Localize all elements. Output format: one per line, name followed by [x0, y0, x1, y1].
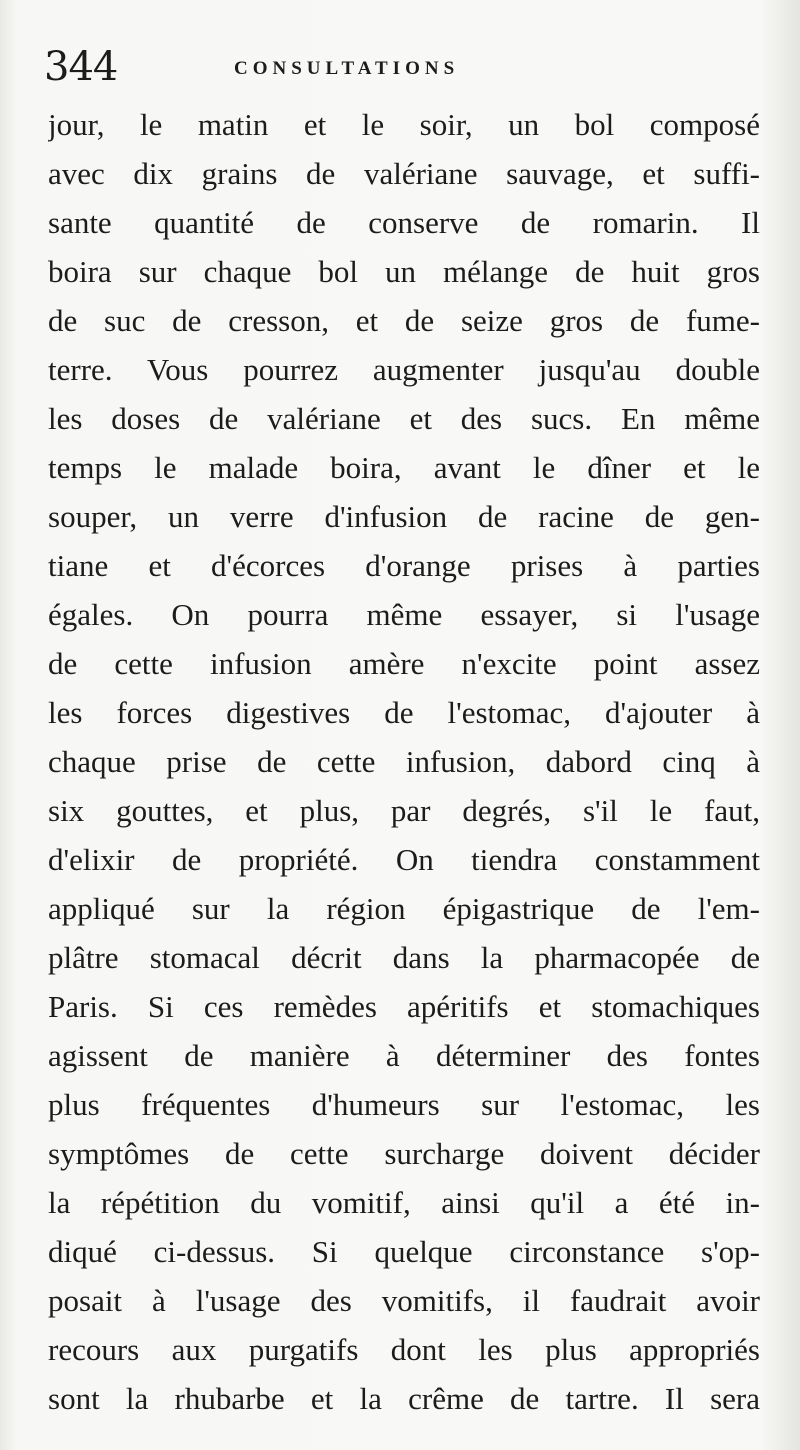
text-line: souper, un verre d'infusion de racine de gen-: [48, 499, 760, 534]
text-line: symptômes de cette surcharge doivent décider: [48, 1136, 760, 1171]
text-line: temps le malade boira, avant le dîner et le: [48, 450, 760, 485]
text-line: les forces digestives de l'estomac, d'ajouter à: [48, 695, 760, 730]
text-line: de cette infusion amère n'excite point assez: [48, 646, 760, 681]
text-line: posait à l'usage des vomitifs, il faudrait avoir: [48, 1283, 760, 1318]
text-line: la répétition du vomitif, ainsi qu'il a été in-: [48, 1185, 760, 1220]
text-line: plâtre stomacal décrit dans la pharmacopée de: [48, 940, 760, 975]
text-line: recours aux purgatifs dont les plus appropriés: [48, 1332, 760, 1367]
text-line: les doses de valériane et des sucs. En même: [48, 401, 760, 436]
text-line: jour, le matin et le soir, un bol composé: [48, 107, 760, 142]
running-head: CONSULTATIONS: [234, 58, 460, 79]
text-line: boira sur chaque bol un mélange de huit gros: [48, 254, 760, 289]
text-line: tiane et d'écorces d'orange prises à parties: [48, 548, 760, 583]
text-line: six gouttes, et plus, par degrés, s'il le faut,: [48, 793, 760, 828]
text-line: sante quantité de conserve de romarin. Il: [48, 205, 760, 240]
text-line: égales. On pourra même essayer, si l'usage: [48, 597, 760, 632]
body-text: [48, 100, 760, 1423]
text-line: agissent de manière à déterminer des fontes: [48, 1038, 760, 1073]
text-line: diqué ci-dessus. Si quelque circonstance s'op-: [48, 1234, 760, 1269]
text-line: de suc de cresson, et de seize gros de fume-: [48, 303, 760, 338]
text-line: avec dix grains de valériane sauvage, et suffi-: [48, 156, 760, 191]
text-line: appliqué sur la région épigastrique de l'em-: [48, 891, 760, 926]
page-header: [44, 44, 764, 94]
text-line: chaque prise de cette infusion, dabord cinq à: [48, 744, 760, 779]
text-line: terre. Vous pourrez augmenter jusqu'au double: [48, 352, 760, 387]
text-line: sont la rhubarbe et la crême de tartre. Il sera: [48, 1381, 760, 1416]
text-line: Paris. Si ces remèdes apéritifs et stomachiques: [48, 989, 760, 1024]
text-line: d'elixir de propriété. On tiendra constamment: [48, 842, 760, 877]
text-line: plus fréquentes d'humeurs sur l'estomac, les: [48, 1087, 760, 1122]
page-number: 344: [44, 44, 118, 90]
